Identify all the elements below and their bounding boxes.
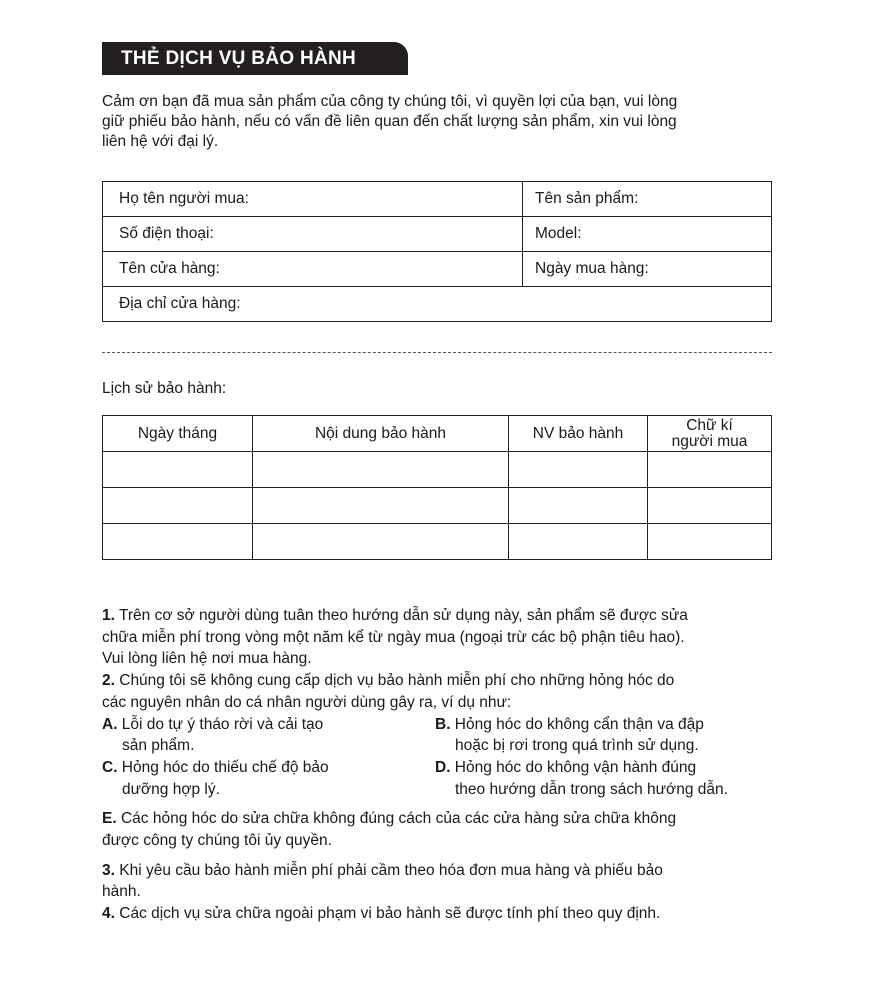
warranty-terms: [102, 605, 777, 925]
date-cell[interactable]: [103, 488, 253, 524]
example-e-line: được công ty chúng tôi ủy quyền.: [102, 832, 332, 850]
store-name-field[interactable]: Tên cửa hàng:: [103, 252, 523, 287]
term-text: Chúng tôi sẽ không cung cấp dịch vụ bảo hành miễn phí cho những hỏng hóc do: [114, 672, 675, 690]
column-header-content: Nội dung bảo hành: [253, 416, 509, 452]
example-key: C.: [102, 758, 118, 776]
date-cell[interactable]: [103, 524, 253, 560]
column-header-date: Ngày tháng: [103, 416, 253, 452]
examples-row-ab: [102, 714, 777, 757]
example-text: Các hỏng hóc do sửa chữa không đúng cách của các cửa hàng sửa chữa không: [116, 810, 677, 828]
examples-row-cd: [102, 757, 777, 800]
warranty-history-table: [102, 415, 772, 560]
example-text: Hỏng hóc do thiếu chế độ bảo: [117, 758, 329, 776]
model-field[interactable]: Model:: [523, 217, 772, 252]
example-b: [435, 714, 768, 757]
warranty-history-label: Lịch sử bảo hành:: [102, 380, 227, 397]
term-1-line: Vui lòng liên hệ nơi mua hàng.: [102, 650, 312, 668]
example-e: [102, 808, 777, 830]
example-key: E.: [102, 810, 117, 828]
example-key: A.: [102, 715, 118, 733]
intro-line: liên hệ với đại lý.: [102, 133, 219, 150]
phone-field[interactable]: Số điện thoại:: [103, 217, 523, 252]
example-key: D.: [435, 758, 451, 776]
example-text: Hỏng hóc do không cẩn thận va đập: [450, 715, 704, 733]
date-cell[interactable]: [103, 452, 253, 488]
example-a: [102, 714, 435, 757]
example-text: sản phẩm.: [122, 737, 195, 755]
buyer-name-field[interactable]: Họ tên người mua:: [103, 182, 523, 217]
example-text: dưỡng hợp lý.: [122, 780, 220, 798]
example-text: Hỏng hóc do không vận hành đúng: [450, 758, 697, 776]
term-3: [102, 860, 777, 882]
content-cell[interactable]: [253, 488, 509, 524]
term-number: 4.: [102, 905, 115, 923]
term-3-line: hành.: [102, 883, 141, 901]
intro-paragraph: [102, 92, 772, 152]
title-banner: [102, 42, 408, 75]
table-row: [103, 452, 772, 488]
page-title: THẺ DỊCH VỤ BẢO HÀNH: [121, 47, 357, 69]
signature-header-line2: người mua: [671, 432, 748, 450]
term-1-line: chữa miễn phí trong vòng một năm kể từ ngày mua (ngoại trừ các bộ phận tiêu hao).: [102, 628, 685, 646]
term-2: [102, 670, 777, 692]
signature-header-line1: Chữ kí: [686, 416, 733, 434]
term-number: 2.: [102, 672, 115, 690]
example-text: theo hướng dẫn trong sách hướng dẫn.: [455, 780, 728, 798]
customer-info-table: [102, 181, 772, 322]
store-address-field[interactable]: Địa chỉ cửa hàng:: [103, 287, 772, 322]
product-name-field[interactable]: Tên sản phẩm:: [523, 182, 772, 217]
intro-line: Cảm ơn bạn đã mua sản phẩm của công ty chúng tôi, vì quyền lợi của bạn, vui lòng: [102, 93, 678, 110]
signature-cell[interactable]: [648, 524, 772, 560]
content-cell[interactable]: [253, 524, 509, 560]
example-text: Lỗi do tự ý tháo rời và cải tạo: [117, 715, 324, 733]
purchase-date-field[interactable]: Ngày mua hàng:: [523, 252, 772, 287]
intro-line: giữ phiếu bảo hành, nếu có vấn đề liên quan đến chất lượng sản phẩm, xin vui lòng: [102, 113, 677, 130]
term-4: [102, 903, 777, 925]
example-d: [435, 757, 768, 800]
table-row: [103, 488, 772, 524]
term-text: Trên cơ sở người dùng tuân theo hướng dẫn sử dụng này, sản phẩm sẽ được sửa: [114, 607, 688, 624]
table-row: [103, 524, 772, 560]
signature-cell[interactable]: [648, 488, 772, 524]
term-2-line: các nguyên nhân do cá nhân người dùng gây ra, ví dụ như:: [102, 693, 512, 711]
example-c: [102, 757, 435, 800]
staff-cell[interactable]: [509, 488, 648, 524]
term-text: Khi yêu cầu bảo hành miễn phí phải cầm theo hóa đơn mua hàng và phiếu bảo: [114, 861, 663, 879]
column-header-staff: NV bảo hành: [509, 416, 648, 452]
term-text: Các dịch vụ sửa chữa ngoài phạm vi bảo hành sẽ được tính phí theo quy định.: [114, 905, 661, 923]
content-cell[interactable]: [253, 452, 509, 488]
table-header-row: [103, 416, 772, 452]
term-number: 1.: [102, 607, 115, 624]
signature-cell[interactable]: [648, 452, 772, 488]
cut-line-divider: [102, 352, 772, 353]
staff-cell[interactable]: [509, 452, 648, 488]
column-header-signature: [648, 416, 772, 452]
term-number: 3.: [102, 861, 115, 879]
term-1: [102, 605, 777, 627]
example-text: hoặc bị rơi trong quá trình sử dụng.: [455, 737, 699, 755]
example-key: B.: [435, 715, 451, 733]
staff-cell[interactable]: [509, 524, 648, 560]
